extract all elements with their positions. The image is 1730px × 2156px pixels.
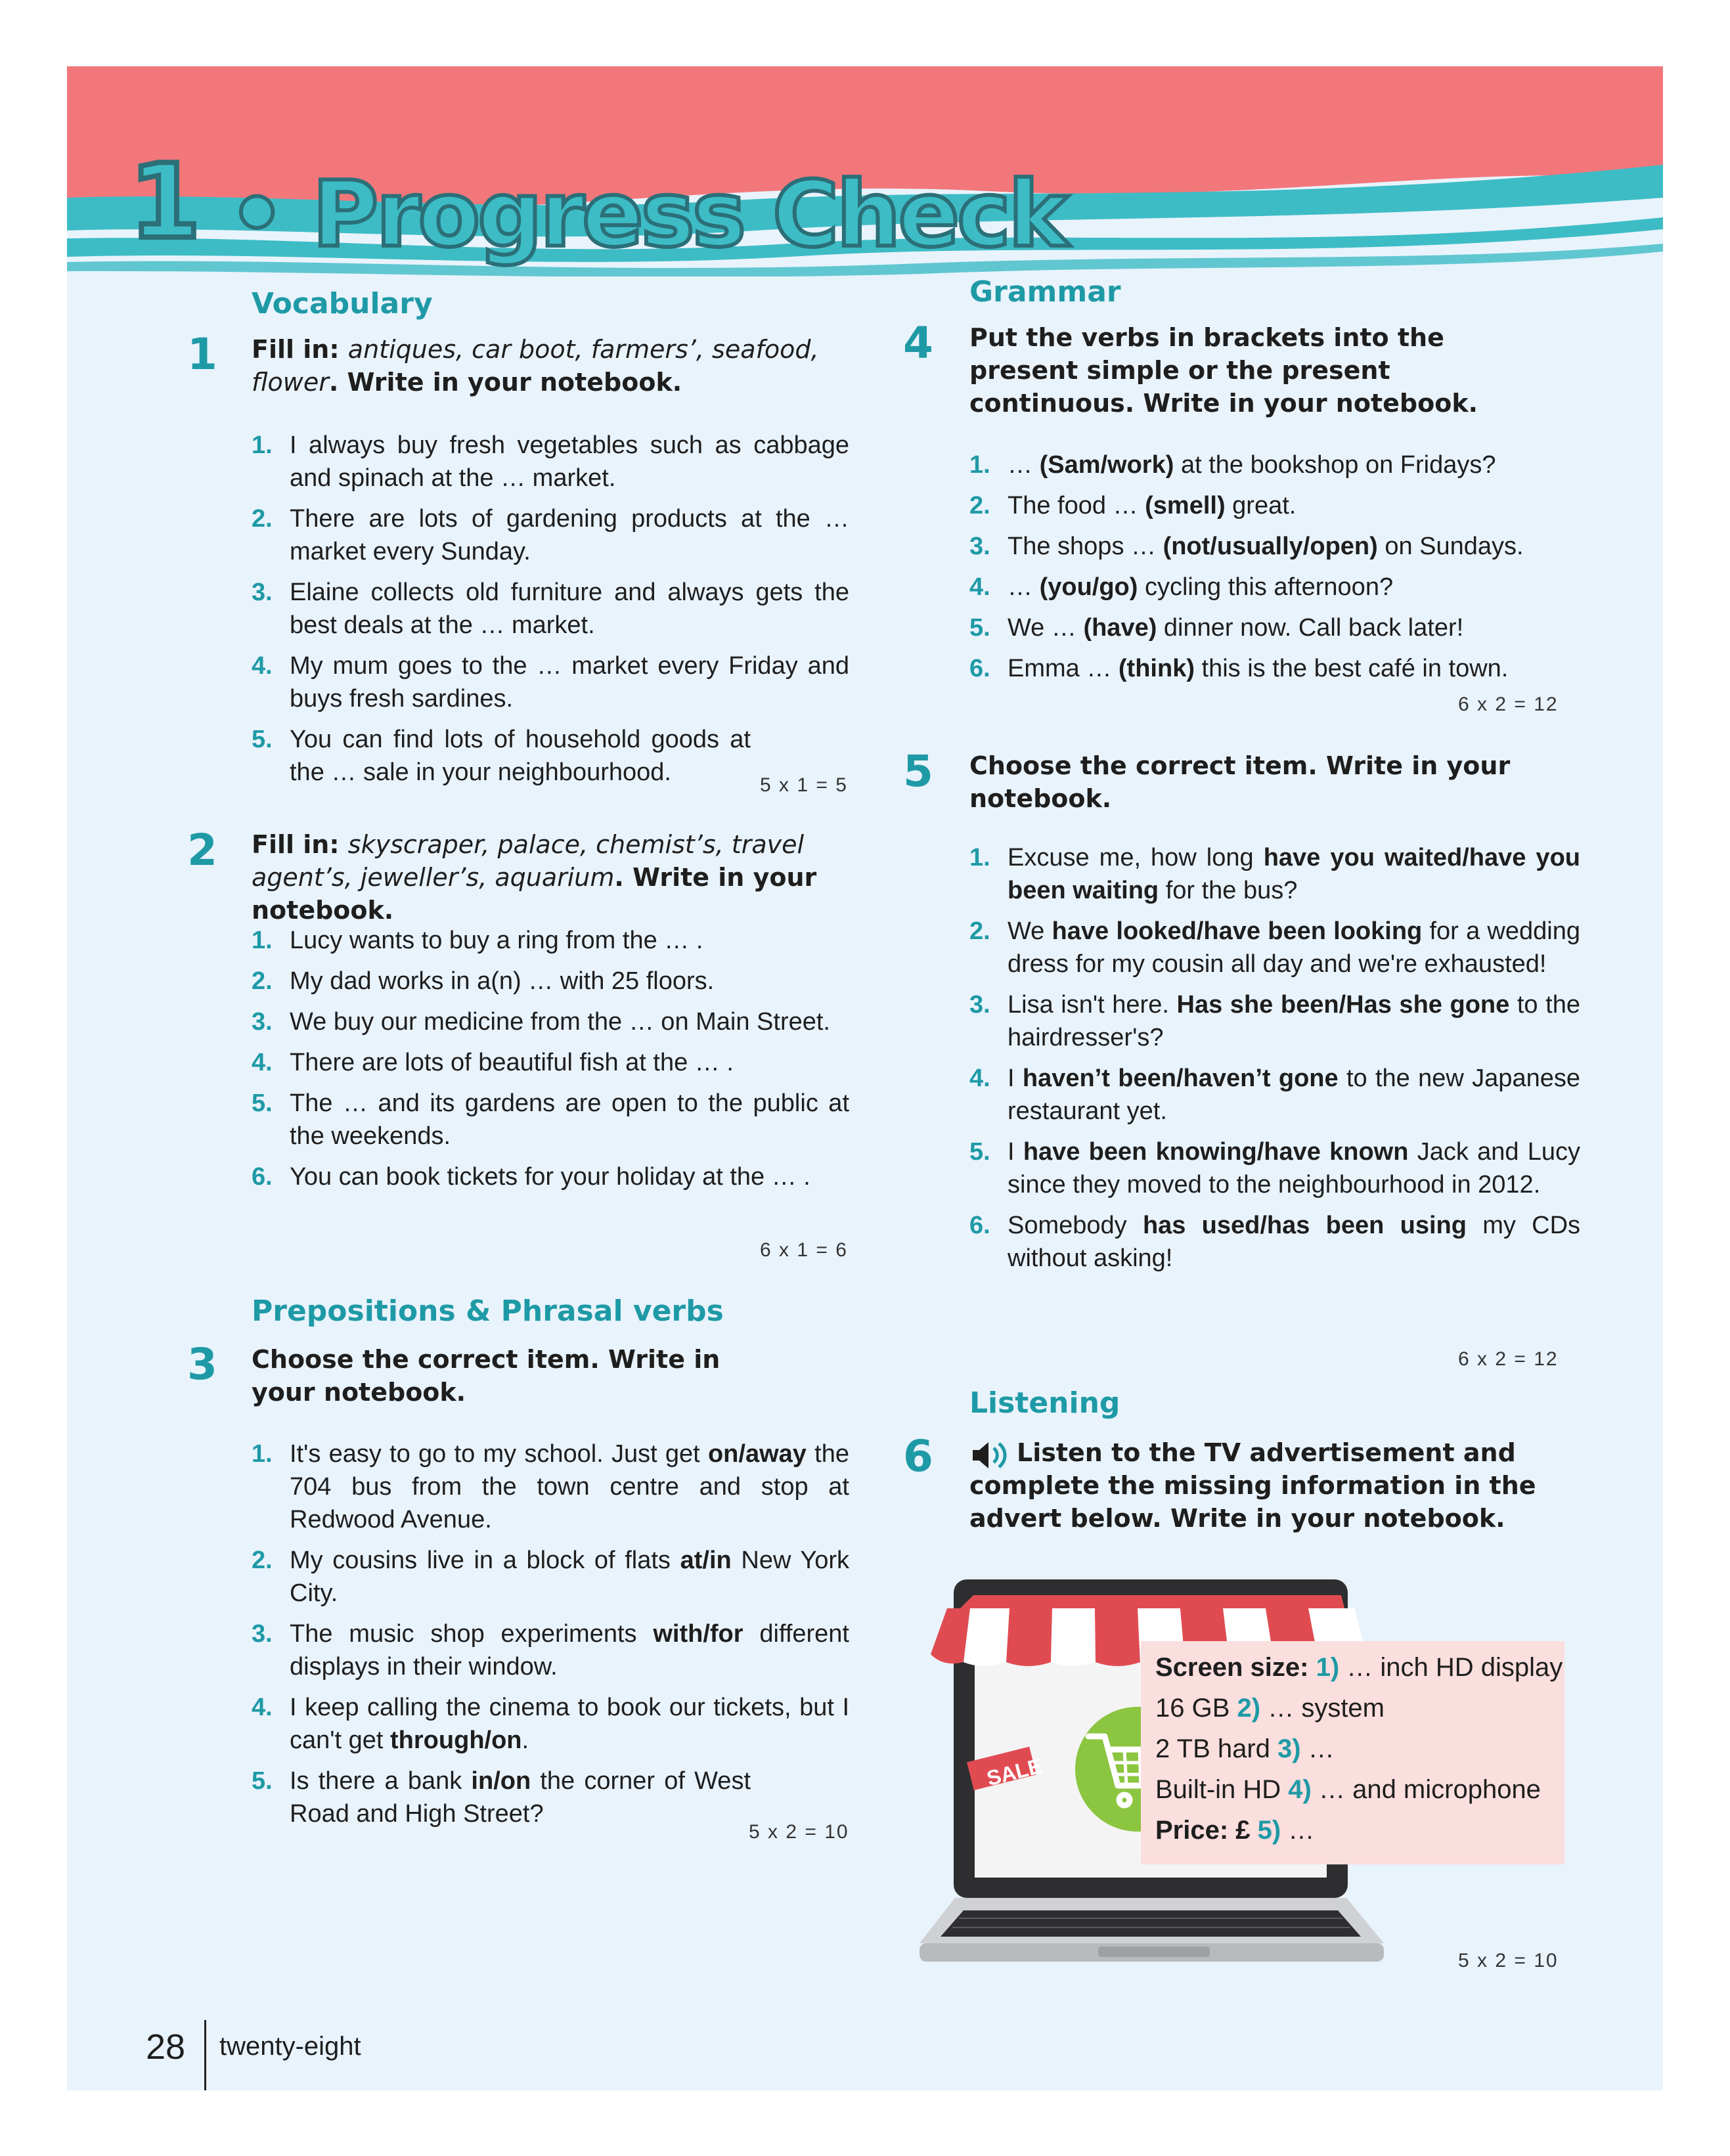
exercise-1-instruction: Fill in: antiques, car boot, farmers’, seafood, flower. Write in your notebook. [252,335,819,397]
page-number-words: twenty-eight [219,2032,361,2061]
exercise-3-number: 3 [187,1339,217,1390]
exercise-6-score: 5 x 2 = 10 [1458,1950,1559,1971]
list-item: 2. We have looked/have been looking for a wedding dress for my cousin all day and we're exhausted! [969,917,1580,978]
page-title: • Progress Check [228,162,1066,267]
unit-number: 1 [129,142,200,261]
list-item: 4. I keep calling the cinema to book our tickets, but I can't get through/on. [252,1694,849,1754]
exercise-4-instruction: Put the verbs in brackets into the present simple or the present continuous. Write in your notebook. [969,323,1478,418]
vocabulary-heading: Vocabulary [252,287,433,320]
exercise-3-instruction: Choose the correct item. Write in your notebook. [252,1345,721,1407]
list-item: 4. … (you/go) cycling this afternoon? [969,573,1394,601]
exercise-1-number: 1 [187,329,217,380]
list-item: 5. Is there a bank in/on the corner of West Road and High Street? [252,1767,751,1828]
list-item: 1. Lucy wants to buy a ring from the … . [252,927,703,954]
exercise-3-list [252,1438,849,1838]
exercise-1-score: 5 x 1 = 5 [760,774,848,796]
exercise-5-number: 5 [903,746,933,797]
exercise-4-score: 6 x 2 = 12 [1458,693,1559,715]
exercise-3-score: 5 x 2 = 10 [749,1821,849,1843]
list-item: 4. I haven’t been/haven’t gone to the new Japanese restaurant yet. [969,1065,1580,1125]
exercise-1-list [252,429,849,797]
list-item: 6. Emma … (think) this is the best café in town. [969,655,1509,682]
list-item: 4. My mum goes to the … market every Friday and buys fresh sardines. [252,652,849,713]
list-item: 2. My dad works in a(n) … with 25 floors. [252,967,715,995]
exercise-5-score: 6 x 2 = 12 [1458,1348,1559,1370]
advert-line: Screen size: 1) … inch HD display [1155,1653,1563,1682]
exercise-2-instruction: Fill in: skyscraper, palace, chemist’s, travel agent’s, jeweller’s, aquarium. Write in your notebook. [252,830,817,925]
list-item: 1. … (Sam/work) at the bookshop on Fridays? [969,451,1496,479]
listening-heading: Listening [969,1386,1120,1420]
exercise-6-number: 6 [903,1431,933,1482]
list-item: 4. There are lots of beautiful fish at the … . [252,1049,734,1076]
list-item: 1. It's easy to go to my school. Just get on/away the 704 bus from the town centre and stop at Redwood Avenue. [252,1440,849,1533]
list-item: 3. We buy our medicine from the … on Main Street. [252,1008,830,1036]
advert-line: Price: £ 5) … [1155,1816,1315,1845]
list-item: 1. I always buy fresh vegetables such as cabbage and spinach at the … market. [252,431,849,492]
list-item: 3. The shops … (not/usually/open) on Sundays. [969,533,1524,560]
list-item: 5. We … (have) dinner now. Call back later! [969,614,1464,642]
exercise-6-instruction: Listen to the TV advertisement and complete the missing information in the advert below. Write in your notebook. [969,1438,1536,1533]
advert-line: Built-in HD 4) … and microphone [1155,1775,1541,1804]
list-item: 6. Somebody has used/has been using my CDs without asking! [969,1212,1581,1272]
list-item: 6. You can book tickets for your holiday at the … . [252,1163,810,1191]
list-item: 5. I have been knowing/have known Jack and Lucy since they moved to the neighbourhood in 2012. [969,1138,1580,1199]
grammar-heading: Grammar [969,275,1121,309]
advert-line: 2 TB hard 3) … [1155,1734,1335,1763]
list-item: 2. There are lots of gardening products at the … market every Sunday. [252,505,849,565]
exercise-4-number: 4 [903,318,933,368]
prepositions-heading: Prepositions & Phrasal verbs [252,1294,724,1328]
list-item: 3. Elaine collects old furniture and always gets the best deals at the … market. [252,579,849,639]
exercise-2-list [252,924,849,1201]
page [67,66,1663,2090]
exercise-2-score: 6 x 1 = 6 [760,1239,848,1261]
exercise-5-list [969,841,1580,1283]
list-item: 2. My cousins live in a block of flats at/in New York City. [252,1547,850,1607]
list-item: 5. The … and its gardens are open to the public at the weekends. [252,1089,849,1150]
exercise-2-number: 2 [187,825,217,875]
advert-box [1141,1641,1564,1864]
page-number: 28 [146,2027,186,2067]
exercise-4-list [969,449,1580,693]
list-item: 1. Excuse me, how long have you waited/have you been waiting for the bus? [969,844,1580,904]
list-item: 2. The food … (smell) great. [969,492,1297,519]
exercise-5-instruction: Choose the correct item. Write in your notebook. [969,751,1511,813]
sale-tag: SALE [984,1753,1045,1791]
list-item: 3. Lisa isn't here. Has she been/Has she gone to the hairdresser's? [969,991,1580,1051]
list-item: 3. The music shop experiments with/for different displays in their window. [252,1620,849,1681]
advert-line: 16 GB 2) … system [1155,1694,1385,1723]
footer-divider [204,2020,206,2090]
list-item: 5. You can find lots of household goods at the … sale in your neighbourhood. [252,726,751,786]
